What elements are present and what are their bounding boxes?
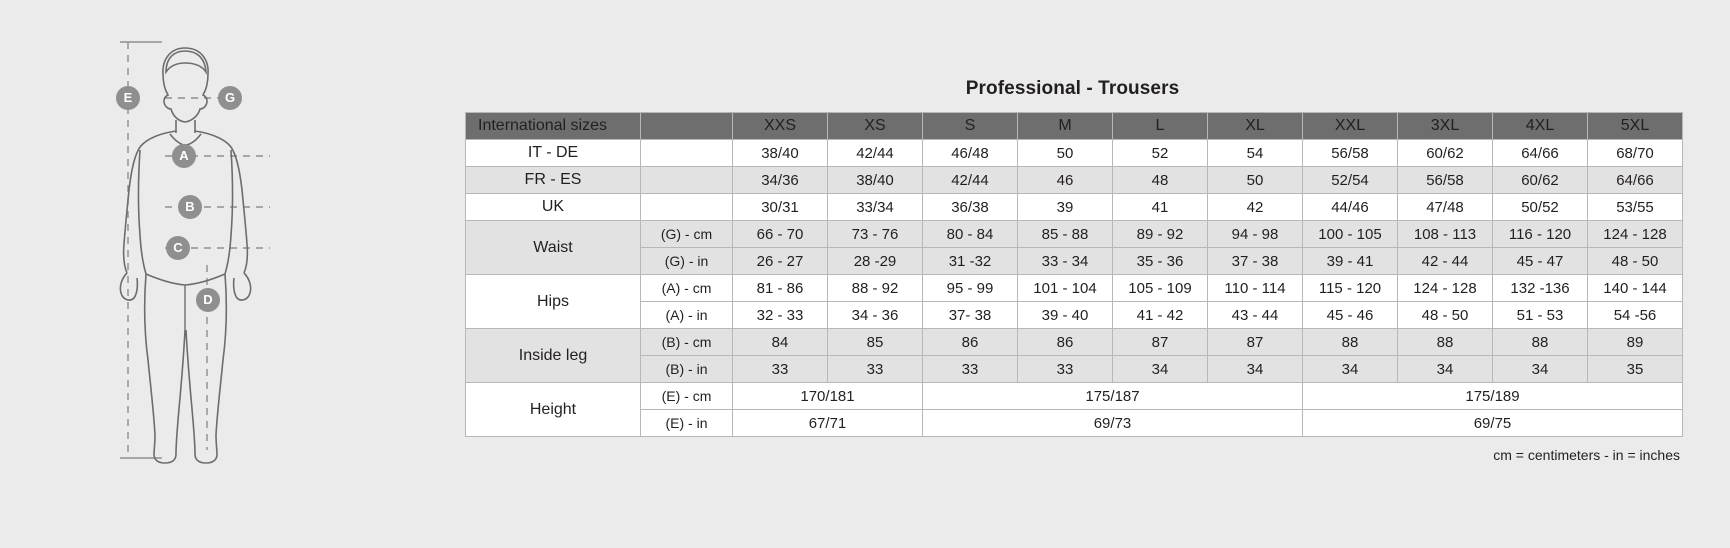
cell: 132 -136: [1493, 275, 1588, 302]
cell: 48 - 50: [1398, 302, 1493, 329]
body-figure: [110, 30, 440, 510]
cell: 46: [1018, 167, 1113, 194]
row-unit: (B) - in: [641, 356, 733, 383]
table-row: [466, 383, 1683, 410]
cell: 48: [1113, 167, 1208, 194]
table-row: [466, 275, 1683, 302]
header-size-3xl: 3XL: [1398, 113, 1493, 140]
cell: 35: [1588, 356, 1683, 383]
cell-group: 175/189: [1303, 383, 1683, 410]
cell: 64/66: [1588, 167, 1683, 194]
cell: 34/36: [733, 167, 828, 194]
cell: 54 -56: [1588, 302, 1683, 329]
cell-group: 170/181: [733, 383, 923, 410]
row-unit: (A) - cm: [641, 275, 733, 302]
cell: 89: [1588, 329, 1683, 356]
cell: 42/44: [828, 140, 923, 167]
row-label-uk: UK: [466, 194, 641, 221]
cell: 56/58: [1398, 167, 1493, 194]
cell: 33 - 34: [1018, 248, 1113, 275]
cell: 33: [733, 356, 828, 383]
row-unit: (E) - in: [641, 410, 733, 437]
cell: 87: [1113, 329, 1208, 356]
marker-d: D: [196, 288, 220, 312]
header-size-xxl: XXL: [1303, 113, 1398, 140]
cell: 140 - 144: [1588, 275, 1683, 302]
cell: 34: [1303, 356, 1398, 383]
header-size-m: M: [1018, 113, 1113, 140]
cell: 54: [1208, 140, 1303, 167]
cell: 88: [1303, 329, 1398, 356]
cell: 50: [1018, 140, 1113, 167]
cell: 28 -29: [828, 248, 923, 275]
marker-c: C: [166, 236, 190, 260]
header-row: [466, 113, 1683, 140]
table-body: [466, 140, 1683, 437]
marker-g: G: [218, 86, 242, 110]
header-size-s: S: [923, 113, 1018, 140]
cell: 50: [1208, 167, 1303, 194]
cell: 50/52: [1493, 194, 1588, 221]
cell: 105 - 109: [1113, 275, 1208, 302]
cell: 33: [923, 356, 1018, 383]
cell: 64/66: [1493, 140, 1588, 167]
cell-group: 69/75: [1303, 410, 1683, 437]
row-label-height: Height: [466, 383, 641, 437]
cell: 124 - 128: [1588, 221, 1683, 248]
human-body-outline-icon: [110, 30, 440, 510]
cell: 38/40: [733, 140, 828, 167]
cell: 33/34: [828, 194, 923, 221]
table-header: [466, 113, 1683, 140]
cell: 51 - 53: [1493, 302, 1588, 329]
cell-group: 175/187: [923, 383, 1303, 410]
cell-group: 67/71: [733, 410, 923, 437]
table-row: [466, 329, 1683, 356]
row-unit: [641, 140, 733, 167]
cell: 45 - 47: [1493, 248, 1588, 275]
cell: 41 - 42: [1113, 302, 1208, 329]
cell: 45 - 46: [1303, 302, 1398, 329]
cell: 37 - 38: [1208, 248, 1303, 275]
cell: 110 - 114: [1208, 275, 1303, 302]
header-size-l: L: [1113, 113, 1208, 140]
cell: 34: [1493, 356, 1588, 383]
cell: 34: [1208, 356, 1303, 383]
cell: 115 - 120: [1303, 275, 1398, 302]
cell: 60/62: [1398, 140, 1493, 167]
cell: 38/40: [828, 167, 923, 194]
table-row: [466, 248, 1683, 275]
header-size-xs: XS: [828, 113, 923, 140]
cell: 42: [1208, 194, 1303, 221]
table-row: [466, 140, 1683, 167]
marker-e: E: [116, 86, 140, 110]
cell: 37- 38: [923, 302, 1018, 329]
cell: 42/44: [923, 167, 1018, 194]
row-label-fr-es: FR - ES: [466, 167, 641, 194]
cell: 68/70: [1588, 140, 1683, 167]
cell: 53/55: [1588, 194, 1683, 221]
row-unit: [641, 167, 733, 194]
cell: 36/38: [923, 194, 1018, 221]
row-unit: (G) - cm: [641, 221, 733, 248]
cell: 116 - 120: [1493, 221, 1588, 248]
cell: 41: [1113, 194, 1208, 221]
table-row: [466, 167, 1683, 194]
cell: 52/54: [1303, 167, 1398, 194]
cell: 87: [1208, 329, 1303, 356]
row-unit: (B) - cm: [641, 329, 733, 356]
cell: 89 - 92: [1113, 221, 1208, 248]
cell: 124 - 128: [1398, 275, 1493, 302]
table-row: [466, 356, 1683, 383]
cell: 34: [1398, 356, 1493, 383]
row-unit: [641, 194, 733, 221]
header-size-xxs: XXS: [733, 113, 828, 140]
cell: 60/62: [1493, 167, 1588, 194]
cell: 31 -32: [923, 248, 1018, 275]
row-unit: (E) - cm: [641, 383, 733, 410]
cell: 30/31: [733, 194, 828, 221]
cell: 100 - 105: [1303, 221, 1398, 248]
cell: 86: [923, 329, 1018, 356]
table-title: Professional - Trousers: [965, 78, 1180, 99]
cell: 85: [828, 329, 923, 356]
header-size-4xl: 4XL: [1493, 113, 1588, 140]
cell: 52: [1113, 140, 1208, 167]
cell: 101 - 104: [1018, 275, 1113, 302]
cell: 39 - 41: [1303, 248, 1398, 275]
table-row: [466, 194, 1683, 221]
table-row: [466, 410, 1683, 437]
table-footnote: cm = centimeters - in = inches: [1493, 447, 1680, 463]
size-table: [465, 112, 1683, 437]
cell: 108 - 113: [1398, 221, 1493, 248]
cell: 94 - 98: [1208, 221, 1303, 248]
row-unit: (G) - in: [641, 248, 733, 275]
cell: 88: [1398, 329, 1493, 356]
row-unit: (A) - in: [641, 302, 733, 329]
cell: 39: [1018, 194, 1113, 221]
marker-a: A: [172, 144, 196, 168]
cell: 35 - 36: [1113, 248, 1208, 275]
cell: 84: [733, 329, 828, 356]
cell: 26 - 27: [733, 248, 828, 275]
header-size-5xl: 5XL: [1588, 113, 1683, 140]
cell: 32 - 33: [733, 302, 828, 329]
cell: 46/48: [923, 140, 1018, 167]
size-table-block: [465, 78, 1680, 463]
cell-group: 69/73: [923, 410, 1303, 437]
cell: 73 - 76: [828, 221, 923, 248]
cell: 47/48: [1398, 194, 1493, 221]
row-label-waist: Waist: [466, 221, 641, 275]
cell: 80 - 84: [923, 221, 1018, 248]
cell: 86: [1018, 329, 1113, 356]
cell: 34 - 36: [828, 302, 923, 329]
cell: 88 - 92: [828, 275, 923, 302]
cell: 42 - 44: [1398, 248, 1493, 275]
cell: 81 - 86: [733, 275, 828, 302]
cell: 88: [1493, 329, 1588, 356]
cell: 95 - 99: [923, 275, 1018, 302]
cell: 85 - 88: [1018, 221, 1113, 248]
header-international-sizes: International sizes: [466, 113, 641, 140]
cell: 44/46: [1303, 194, 1398, 221]
marker-b: B: [178, 195, 202, 219]
table-row: [466, 302, 1683, 329]
cell: 34: [1113, 356, 1208, 383]
header-unit: [641, 113, 733, 140]
row-label-hips: Hips: [466, 275, 641, 329]
row-label-inside-leg: Inside leg: [466, 329, 641, 383]
cell: 43 - 44: [1208, 302, 1303, 329]
row-label-it-de: IT - DE: [466, 140, 641, 167]
cell: 33: [1018, 356, 1113, 383]
cell: 39 - 40: [1018, 302, 1113, 329]
cell: 48 - 50: [1588, 248, 1683, 275]
header-size-xl: XL: [1208, 113, 1303, 140]
cell: 66 - 70: [733, 221, 828, 248]
cell: 33: [828, 356, 923, 383]
table-row: [466, 221, 1683, 248]
cell: 56/58: [1303, 140, 1398, 167]
